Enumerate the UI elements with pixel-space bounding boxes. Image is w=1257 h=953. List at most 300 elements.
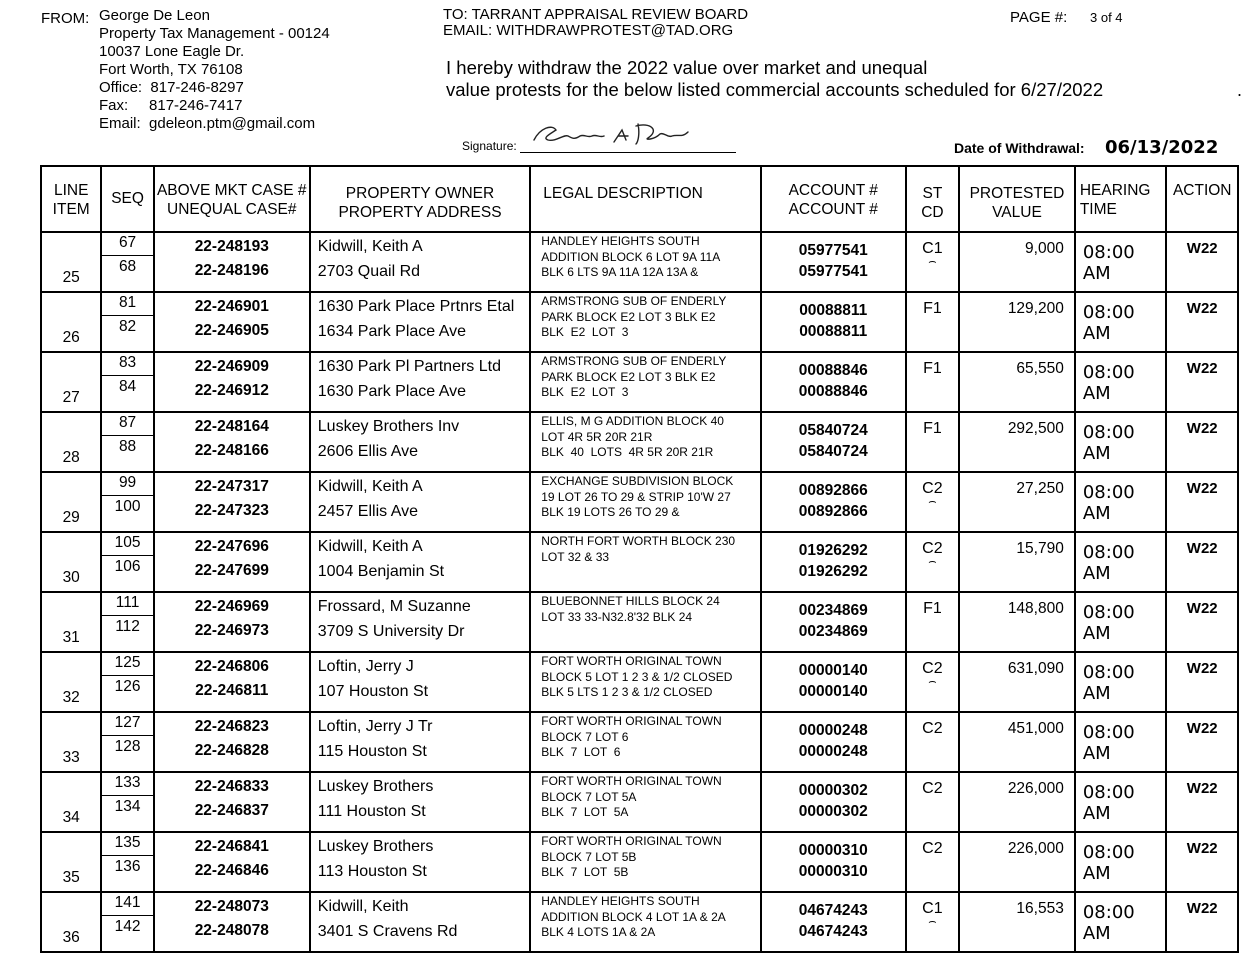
table-row (41, 292, 1238, 352)
page-number: 3 of 4 (1090, 10, 1123, 25)
account-number-2: 00088846 (798, 383, 868, 400)
hearing-time: 08:00 AM (1082, 782, 1135, 824)
seq-cell (101, 472, 153, 532)
property-address: 107 Houston St (317, 683, 429, 700)
state-code: C2 (922, 480, 943, 497)
above-market-case: 22-246969 (194, 598, 269, 615)
state-code: C1 (922, 240, 943, 257)
sender-name: George De Leon (99, 7, 210, 24)
case-cell (154, 472, 310, 532)
owner-cell (310, 532, 530, 592)
property-owner: Kidwill, Keith A (317, 478, 423, 495)
col-header-case: ABOVE MKT CASE # UNEQUAL CASE# (154, 166, 310, 232)
above-market-case: 22-246841 (194, 838, 269, 855)
hearing-time: 08:00 AM (1082, 242, 1135, 284)
above-market-case: 22-248193 (194, 238, 269, 255)
unequal-case: 22-246905 (194, 322, 269, 339)
legal-cell (530, 232, 761, 292)
hearing-cell (1075, 652, 1167, 712)
seq-divider (102, 615, 152, 616)
account-number-2: 00088811 (799, 323, 868, 340)
account-number-1: 00892866 (798, 482, 868, 499)
account-number-1: 04674243 (798, 902, 868, 919)
action-cell (1166, 352, 1238, 412)
sender-address-block (99, 7, 330, 133)
action-code: W22 (1186, 660, 1218, 677)
hearing-cell (1075, 712, 1167, 772)
seq-unequal: 100 (114, 498, 141, 515)
property-owner: 1630 Park Pl Partners Ltd (317, 358, 501, 375)
hearing-time: 08:00 AM (1082, 902, 1135, 944)
action-cell (1166, 772, 1238, 832)
withdrawal-line-2: value protests for the below listed commercial accounts scheduled for 6/27/2022 (446, 79, 1104, 100)
table-row (41, 772, 1238, 832)
seq-above-market: 127 (114, 714, 141, 731)
action-cell (1166, 412, 1238, 472)
case-cell (154, 832, 310, 892)
protested-value: 9,000 (1025, 240, 1064, 257)
line-item-cell (41, 232, 101, 292)
seq-unequal: 136 (114, 858, 141, 875)
line-item: 29 (62, 509, 80, 526)
withdrawal-statement (446, 57, 1103, 101)
property-owner: Luskey Brothers (317, 778, 434, 795)
seq-unequal: 128 (114, 738, 141, 755)
action-code: W22 (1186, 420, 1218, 437)
line-item: 25 (62, 269, 80, 286)
action-cell (1166, 832, 1238, 892)
property-owner: Kidwill, Keith A (317, 238, 423, 255)
seq-cell (101, 772, 153, 832)
account-cell (761, 232, 906, 292)
sender-email: Email: gdeleon.ptm@gmail.com (99, 115, 316, 132)
line-item-cell (41, 652, 101, 712)
value-cell (959, 472, 1075, 532)
property-address: 2457 Ellis Ave (317, 503, 418, 520)
col-header-hearing-time: HEARING TIME (1075, 166, 1167, 232)
value-cell (959, 532, 1075, 592)
value-cell (959, 772, 1075, 832)
seq-divider (102, 315, 152, 316)
account-cell (761, 472, 906, 532)
protested-value: 148,800 (1007, 600, 1064, 617)
col-header-account: ACCOUNT # ACCOUNT # (761, 166, 906, 232)
above-market-case: 22-246901 (194, 298, 269, 315)
action-code: W22 (1186, 360, 1218, 377)
action-code: W22 (1186, 780, 1218, 797)
seq-divider (102, 795, 152, 796)
account-number-2: 00000302 (798, 803, 868, 820)
st-cd-cell (906, 652, 959, 712)
table-row (41, 412, 1238, 472)
legal-description: FORT WORTH ORIGINAL TOWN BLOCK 7 LOT 5B BLK 7 LOT 5B (541, 834, 722, 879)
account-number-2: 00000140 (798, 683, 868, 700)
seq-above-market: 67 (118, 234, 137, 251)
property-address: 113 Houston St (317, 863, 427, 880)
protest-table (40, 165, 1239, 953)
state-code: C2 (922, 780, 943, 797)
property-address: 3401 S Cravens Rd (317, 923, 458, 940)
account-number-2: 04674243 (798, 923, 868, 940)
protested-value: 451,000 (1007, 720, 1064, 737)
legal-cell (530, 532, 761, 592)
line-item-cell (41, 472, 101, 532)
account-cell (761, 712, 906, 772)
sender-city: Fort Worth, TX 76108 (99, 61, 243, 78)
property-owner: Loftin, Jerry J Tr (317, 718, 433, 735)
seq-cell (101, 532, 153, 592)
seq-unequal: 68 (118, 258, 137, 275)
state-code: C1 (922, 900, 943, 917)
action-cell (1166, 652, 1238, 712)
state-code: C2 (922, 720, 943, 737)
value-cell (959, 892, 1075, 952)
protested-value: 15,790 (1016, 540, 1064, 557)
date-of-withdrawal-value: 06/13/2022 (1105, 137, 1219, 158)
legal-cell (530, 892, 761, 952)
value-cell (959, 592, 1075, 652)
seq-unequal: 134 (114, 798, 141, 815)
signature-label: Signature: (462, 139, 517, 153)
legal-cell (530, 292, 761, 352)
case-cell (154, 712, 310, 772)
table-header-row (41, 166, 1238, 232)
value-cell (959, 652, 1075, 712)
value-cell (959, 412, 1075, 472)
line-item: 31 (62, 629, 80, 646)
action-cell (1166, 292, 1238, 352)
owner-cell (310, 592, 530, 652)
table-row (41, 232, 1238, 292)
seq-unequal: 84 (118, 378, 137, 395)
st-cd-cell (906, 712, 959, 772)
line-item: 26 (62, 329, 80, 346)
line-item-cell (41, 292, 101, 352)
property-owner: Luskey Brothers Inv (317, 418, 460, 435)
line-item: 36 (62, 929, 80, 946)
legal-description: EXCHANGE SUBDIVISION BLOCK 19 LOT 26 TO 29 & STRIP 10'W 27 BLK 19 LOTS 26 TO 29 & (541, 474, 734, 519)
table-row (41, 652, 1238, 712)
owner-cell (310, 352, 530, 412)
line-item: 32 (62, 689, 80, 706)
state-code: C2 (922, 840, 943, 857)
col-header-owner: PROPERTY OWNER PROPERTY ADDRESS (310, 166, 530, 232)
action-cell (1166, 472, 1238, 532)
seq-divider (102, 855, 152, 856)
unequal-case: 22-247323 (194, 502, 269, 519)
seq-above-market: 105 (114, 534, 141, 551)
owner-cell (310, 832, 530, 892)
above-market-case: 22-246823 (194, 718, 269, 735)
seq-divider (102, 915, 152, 916)
account-cell (761, 412, 906, 472)
col-header-st-cd: ST CD (906, 166, 959, 232)
recipient-email: EMAIL: WITHDRAWPROTEST@TAD.ORG (443, 22, 734, 39)
line-item: 33 (62, 749, 80, 766)
table-row (41, 712, 1238, 772)
seq-above-market: 81 (118, 294, 137, 311)
property-address: 2703 Quail Rd (317, 263, 421, 280)
legal-description: FORT WORTH ORIGINAL TOWN BLOCK 7 LOT 6 BLK 7 LOT 6 (541, 714, 722, 759)
seq-divider (102, 495, 152, 496)
line-item-cell (41, 412, 101, 472)
property-address: 1630 Park Place Ave (317, 383, 467, 400)
hearing-time: 08:00 AM (1082, 422, 1135, 464)
unequal-case: 22-246811 (195, 682, 269, 699)
account-number-1: 00088846 (798, 362, 868, 379)
protested-value: 226,000 (1007, 840, 1064, 857)
property-address: 111 Houston St (317, 803, 426, 820)
action-cell (1166, 232, 1238, 292)
hearing-time: 08:00 AM (1082, 542, 1135, 584)
recipient-block (443, 7, 748, 39)
st-cd-cell (906, 472, 959, 532)
date-of-withdrawal-label: Date of Withdrawal: (954, 140, 1085, 156)
property-address: 1634 Park Place Ave (317, 323, 467, 340)
case-cell (154, 532, 310, 592)
recipient-name: TO: TARRANT APPRAISAL REVIEW BOARD (443, 6, 749, 23)
hearing-time: 08:00 AM (1082, 842, 1135, 884)
protested-value: 16,553 (1016, 900, 1064, 917)
st-cd-cell (906, 352, 959, 412)
protested-value: 226,000 (1007, 780, 1064, 797)
owner-cell (310, 772, 530, 832)
protested-value: 27,250 (1016, 480, 1064, 497)
state-code-mark: ⌢ (928, 673, 937, 688)
st-cd-cell (906, 592, 959, 652)
property-owner: 1630 Park Place Prtnrs Etal (317, 298, 515, 315)
seq-divider (102, 675, 152, 676)
seq-unequal: 142 (114, 918, 141, 935)
action-code: W22 (1186, 720, 1218, 737)
protested-value: 65,550 (1016, 360, 1064, 377)
hearing-cell (1075, 592, 1167, 652)
value-cell (959, 232, 1075, 292)
property-address: 3709 S University Dr (317, 623, 465, 640)
st-cd-cell (906, 892, 959, 952)
state-code: F1 (923, 420, 942, 437)
st-cd-cell (906, 832, 959, 892)
legal-description: ARMSTRONG SUB OF ENDERLY PARK BLOCK E2 LOT 3 BLK E2 BLK E2 LOT 3 (541, 294, 727, 339)
unequal-case: 22-248166 (194, 442, 269, 459)
owner-cell (310, 472, 530, 532)
hearing-cell (1075, 832, 1167, 892)
seq-divider (102, 435, 152, 436)
seq-cell (101, 352, 153, 412)
above-market-case: 22-248073 (194, 898, 269, 915)
state-code: F1 (923, 300, 942, 317)
property-owner: Kidwill, Keith (317, 898, 409, 915)
hearing-time: 08:00 AM (1082, 722, 1135, 764)
table-row (41, 532, 1238, 592)
sender-fax: Fax: 817-246-7417 (99, 97, 243, 114)
legal-description: ARMSTRONG SUB OF ENDERLY PARK BLOCK E2 LOT 3 BLK E2 BLK E2 LOT 3 (541, 354, 727, 399)
state-code: F1 (923, 360, 942, 377)
legal-description: HANDLEY HEIGHTS SOUTH ADDITION BLOCK 4 LOT 1A & 2A BLK 4 LOTS 1A & 2A (541, 894, 726, 939)
hearing-cell (1075, 412, 1167, 472)
state-code: C2 (922, 660, 943, 677)
legal-cell (530, 412, 761, 472)
line-item: 28 (62, 449, 80, 466)
seq-divider (102, 735, 152, 736)
seq-cell (101, 232, 153, 292)
account-number-2: 00234869 (798, 623, 868, 640)
col-header-action: ACTION (1166, 166, 1238, 232)
owner-cell (310, 292, 530, 352)
account-number-2: 00000248 (798, 743, 868, 760)
value-cell (959, 292, 1075, 352)
state-code: C2 (922, 540, 943, 557)
case-cell (154, 292, 310, 352)
table-row (41, 832, 1238, 892)
seq-above-market: 87 (118, 414, 137, 431)
hearing-cell (1075, 232, 1167, 292)
hearing-time: 08:00 AM (1082, 362, 1135, 404)
owner-cell (310, 412, 530, 472)
value-cell (959, 832, 1075, 892)
line-item-cell (41, 352, 101, 412)
unequal-case: 22-246973 (194, 622, 269, 639)
sender-office-phone: Office: 817-246-8297 (99, 79, 244, 96)
unequal-case: 22-246837 (194, 802, 269, 819)
line-item: 35 (62, 869, 80, 886)
seq-above-market: 133 (114, 774, 141, 791)
state-code: F1 (923, 600, 942, 617)
account-number-1: 00000248 (798, 722, 868, 739)
unequal-case: 22-246828 (194, 742, 269, 759)
hearing-cell (1075, 352, 1167, 412)
unequal-case: 22-248078 (194, 922, 269, 939)
account-cell (761, 832, 906, 892)
hearing-time: 08:00 AM (1082, 482, 1135, 524)
seq-cell (101, 892, 153, 952)
seq-unequal: 126 (114, 678, 141, 695)
seq-cell (101, 712, 153, 772)
property-owner: Luskey Brothers (317, 838, 434, 855)
legal-description: HANDLEY HEIGHTS SOUTH ADDITION BLOCK 6 LOT 9A 11A BLK 6 LTS 9A 11A 12A 13A & (541, 234, 721, 279)
st-cd-cell (906, 772, 959, 832)
account-number-2: 00892866 (798, 503, 868, 520)
action-cell (1166, 892, 1238, 952)
property-address: 2606 Ellis Ave (317, 443, 418, 460)
seq-above-market: 99 (118, 474, 137, 491)
seq-unequal: 82 (118, 318, 137, 335)
page-label: PAGE #: (1010, 9, 1068, 26)
case-cell (154, 892, 310, 952)
action-code: W22 (1186, 600, 1218, 617)
signature-line (520, 152, 736, 153)
legal-cell (530, 772, 761, 832)
account-number-2: 01926292 (798, 563, 868, 580)
seq-cell (101, 292, 153, 352)
legal-description: BLUEBONNET HILLS BLOCK 24 LOT 33 33-N32.8'32 BLK 24 (541, 594, 720, 624)
owner-cell (310, 712, 530, 772)
account-cell (761, 532, 906, 592)
line-item-cell (41, 532, 101, 592)
line-item: 30 (62, 569, 80, 586)
hearing-time: 08:00 AM (1082, 302, 1135, 344)
unequal-case: 22-246912 (194, 382, 269, 399)
seq-unequal: 112 (115, 618, 140, 635)
owner-cell (310, 232, 530, 292)
protested-value: 129,200 (1007, 300, 1064, 317)
case-cell (154, 652, 310, 712)
col-header-line-item: LINE ITEM (41, 166, 101, 232)
account-cell (761, 352, 906, 412)
seq-cell (101, 832, 153, 892)
unequal-case: 22-247699 (194, 562, 269, 579)
seq-above-market: 83 (118, 354, 137, 371)
above-market-case: 22-246806 (194, 658, 269, 675)
account-cell (761, 892, 906, 952)
seq-cell (101, 652, 153, 712)
line-item-cell (41, 592, 101, 652)
above-market-case: 22-248164 (194, 418, 269, 435)
seq-divider (102, 375, 152, 376)
table-row (41, 352, 1238, 412)
hearing-cell (1075, 472, 1167, 532)
property-owner: Kidwill, Keith A (317, 538, 423, 555)
action-code: W22 (1186, 480, 1218, 497)
action-code: W22 (1186, 900, 1218, 917)
legal-cell (530, 712, 761, 772)
property-address: 115 Houston St (317, 743, 427, 760)
action-code: W22 (1186, 540, 1218, 557)
account-number-1: 00000140 (798, 662, 868, 679)
account-number-1: 00088811 (799, 302, 868, 319)
hearing-cell (1075, 892, 1167, 952)
from-label: FROM: (41, 10, 90, 27)
st-cd-cell (906, 412, 959, 472)
legal-cell (530, 652, 761, 712)
action-code: W22 (1186, 300, 1218, 317)
above-market-case: 22-246833 (194, 778, 269, 795)
seq-above-market: 141 (114, 894, 141, 911)
account-cell (761, 772, 906, 832)
protested-value: 631,090 (1007, 660, 1064, 677)
value-cell (959, 712, 1075, 772)
table-row (41, 472, 1238, 532)
table-row (41, 892, 1238, 952)
st-cd-cell (906, 292, 959, 352)
hearing-time: 08:00 AM (1082, 662, 1135, 704)
st-cd-cell (906, 532, 959, 592)
account-cell (761, 292, 906, 352)
seq-unequal: 88 (118, 438, 137, 455)
col-header-seq: SEQ (101, 166, 153, 232)
account-number-1: 00000310 (798, 842, 868, 859)
sender-company: Property Tax Management - 00124 (99, 25, 330, 42)
owner-cell (310, 652, 530, 712)
legal-cell (530, 592, 761, 652)
account-number-1: 05977541 (798, 242, 868, 259)
legal-description: FORT WORTH ORIGINAL TOWN BLOCK 7 LOT 5A BLK 7 LOT 5A (541, 774, 722, 819)
case-cell (154, 232, 310, 292)
case-cell (154, 352, 310, 412)
legal-description: FORT WORTH ORIGINAL TOWN BLOCK 5 LOT 1 2 3 & 1/2 CLOSED BLK 5 LTS 1 2 3 & 1/2 CLOSED (541, 654, 733, 699)
legal-cell (530, 352, 761, 412)
legal-description: ELLIS, M G ADDITION BLOCK 40 LOT 4R 5R 20R 21R BLK 40 LOTS 4R 5R 20R 21R (541, 414, 724, 459)
trailing-dot: . (1237, 80, 1243, 100)
legal-cell (530, 472, 761, 532)
hearing-cell (1075, 532, 1167, 592)
hearing-cell (1075, 772, 1167, 832)
action-cell (1166, 532, 1238, 592)
above-market-case: 22-247696 (194, 538, 269, 555)
withdrawal-line-1: I hereby withdraw the 2022 value over market and unequal (446, 57, 928, 78)
account-number-2: 05977541 (798, 263, 868, 280)
line-item-cell (41, 832, 101, 892)
